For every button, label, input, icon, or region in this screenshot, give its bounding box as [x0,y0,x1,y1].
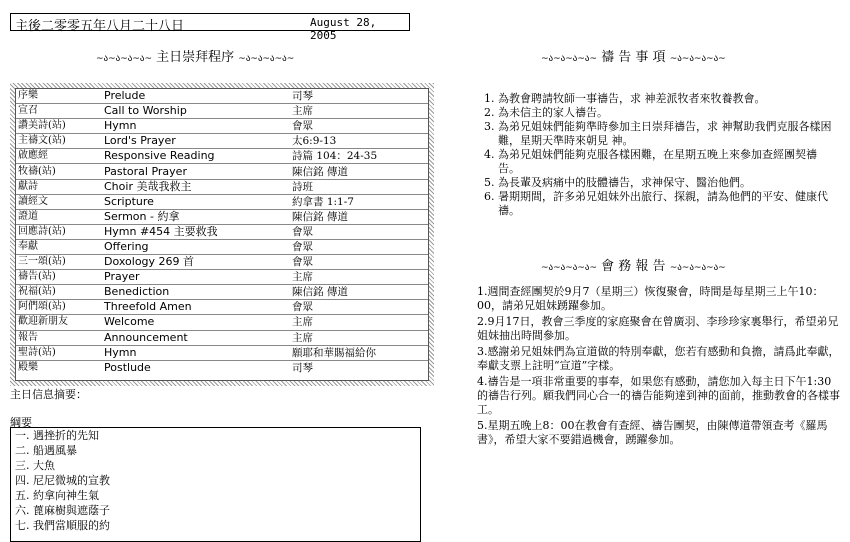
prayer-item: 3. 為弟兄姐妹們能夠準時參加主日崇拜禱告，求 神幫助我們克服各樣困難，星期天準時來朝見 神。 [498,120,838,148]
ornament-right: ~ა~ა~ა~ა~ [238,54,295,64]
program-row [16,300,428,315]
program-item-en: Offering [102,239,290,254]
program-row [16,179,428,194]
program-item-zh: 獻詩 [16,179,102,194]
program-item-en: Threefold Amen [102,300,290,315]
program-item-leader: 太6:9-13 [290,134,428,149]
program-item-zh: 歡迎新朋友 [16,315,102,330]
program-item-en: Choir 美哉我救主 [102,179,290,194]
outline-item: 一. 遇挫折的先知 [15,429,99,442]
news-item: 1.週間查經團契於9月7（星期三）恢復聚會，時間是每星期三上午10：00，請弟兄姐妹踴躍參加。 [477,285,824,312]
program-item-en: Prelude [102,89,290,104]
program-item-leader: 詩篇 104：24-35 [290,149,428,164]
sermon-summary-label: 主日信息摘要： [10,388,87,401]
ornament-right: ~ა~ა~ა~ა~ [669,263,726,273]
program-row [16,255,428,270]
program-item-leader: 主席 [290,330,428,345]
ornament-left: ~ა~ა~ა~ა~ [541,54,597,64]
program-item-zh: 聖詩(站) [16,345,102,360]
program-item-en: Responsive Reading [102,149,290,164]
program-title: 主日崇拜程序 [156,50,235,65]
news-heading [541,255,726,274]
program-item-zh: 讀經文 [16,194,102,209]
program-item-leader: 詩班 [290,179,428,194]
program-row [16,164,428,179]
program-item-leader: 陳信銘 傳道 [290,285,428,300]
program-item-zh: 讚美詩(站) [16,119,102,134]
outline-box [10,427,421,542]
program-item-en: Scripture [102,194,290,209]
date-box [10,13,410,42]
date-english: August 28, 2005 [310,16,377,42]
program-row [16,360,428,375]
program-item-zh: 證道 [16,209,102,224]
prayer-item: 5. 為長輩及病痛中的肢體禱告，求神保守、醫治他們。 [498,176,838,190]
prayer-item: 2. 為未信主的家人禱告。 [498,106,838,120]
program-item-zh: 宣召 [16,104,102,119]
program-item-en: Pastoral Prayer [102,164,290,179]
program-item-en: Prayer [102,270,290,285]
prayer-heading [541,46,726,65]
program-row [16,315,428,330]
news-item: 4.禱告是一項非常重要的事奉，如果您有感動，請您加入每主日下午1:30的禱告行列。願我們同心合一的禱告能夠達到神的面前，推動教會的各樣事工。 [477,375,840,416]
program-table [16,89,428,375]
program-item-en: Hymn #454 主要救我 [102,224,290,239]
date-chinese: 主後二零零五年八月二十八日 [15,19,185,34]
program-frame [10,83,434,386]
program-item-leader: 會眾 [290,224,428,239]
program-heading [96,46,294,65]
program-item-en: Lord's Prayer [102,134,290,149]
program-item-zh: 阿們頌(站) [16,300,102,315]
program-item-leader: 陳信銘 傳道 [290,164,428,179]
ornament-right: ~ა~ა~ა~ა~ [669,54,726,64]
program-item-en: Hymn [102,119,290,134]
prayer-item: 6. 暑期期間，許多弟兄姐妹外出旅行、探親，請為他們的平安、健康代禱。 [498,190,838,218]
program-item-en: Sermon - 約拿 [102,209,290,224]
program-item-leader: 會眾 [290,300,428,315]
program-row [16,89,428,104]
program-row [16,345,428,360]
program-item-zh: 禱告(站) [16,270,102,285]
program-item-en: Benediction [102,285,290,300]
program-item-en: Welcome [102,315,290,330]
outline-item: 三. 大魚 [15,459,55,472]
program-item-zh: 序樂 [16,89,102,104]
program-item-zh: 奉獻 [16,239,102,254]
program-item-en: Doxology 269 首 [102,255,290,270]
program-row [16,285,428,300]
program-item-en: Hymn [102,345,290,360]
outline-item: 二. 船遇風暴 [15,444,77,457]
outline-item: 六. 蓖麻樹與遮蔭子 [15,504,110,517]
program-row [16,224,428,239]
program-item-leader: 會眾 [290,255,428,270]
program-row [16,104,428,119]
ornament-left: ~ა~ა~ა~ა~ [541,263,597,273]
program-row [16,194,428,209]
outline-item: 七. 我們當順服的約 [15,519,110,532]
prayer-title: 禱 告 事 項 [601,50,666,65]
program-item-leader: 願耶和華賜福給你 [290,345,428,360]
program-item-en: Postlude [104,360,151,374]
program-item-leader: 陳信銘 傳道 [290,209,428,224]
outline-label: 綱要 [10,416,32,429]
program-row [16,134,428,149]
program-row [16,209,428,224]
program-item-leader: 司琴 [292,361,313,374]
program-item-zh: 三一頌(站) [16,255,102,270]
program-item-leader: 會眾 [290,119,428,134]
news-title: 會 務 報 告 [601,259,666,274]
program-item-zh: 主禱文(站) [16,134,102,149]
program-item-zh: 牧禱(站) [16,164,102,179]
program-row [16,239,428,254]
program-item-leader: 約拿書 1:1-7 [290,194,428,209]
news-item: 3.感謝弟兄姐妹們為宣道做的特別奉獻，您若有感動和負擔，請爲此奉獻，奉獻支票上註明“宣道”字樣。 [477,345,840,372]
program-item-leader: 司琴 [290,89,428,104]
program-item-zh: 殿樂 [18,361,38,373]
program-item-en: Announcement [102,330,290,345]
prayer-item: 4. 為弟兄姐妹們能夠克服各樣困難，在星期五晚上來參加查經團契禱告。 [498,148,838,176]
news-list [477,285,842,449]
program-item-leader: 主席 [290,270,428,285]
program-item-leader: 會眾 [290,239,428,254]
prayer-item: 1. 為教會聘請牧師一事禱告，求 神差派牧者來牧養教會。 [498,92,838,106]
program-item-zh: 祝福(站) [16,285,102,300]
ornament-left: ~ა~ა~ა~ა~ [96,54,152,64]
program-item-zh: 啟應經 [16,149,102,164]
news-item: 2.9月17日，教會三季度的家庭聚會在曾廣羽、李珍珍家裏舉行，希望弟兄姐妹抽出時間參加。 [477,315,839,342]
program-item-zh: 報告 [16,330,102,345]
prayer-list [472,92,838,218]
program-row [16,119,428,134]
program-row [16,270,428,285]
program-row [16,149,428,164]
news-item: 5.星期五晚上8：00在教會有查經、禱告團契，由陳傳道帶領查考《羅馬書》，希望大家不要錯過機會，踴躍參加。 [477,419,828,446]
program-item-leader: 主席 [290,315,428,330]
outline-item: 五. 約拿向神生氣 [15,489,99,502]
program-row [16,330,428,345]
program-item-leader: 主席 [290,104,428,119]
program-item-zh: 回應詩(站) [16,224,102,239]
outline-item: 四. 尼尼微城的宣教 [15,474,110,487]
program-item-en: Call to Worship [102,104,290,119]
